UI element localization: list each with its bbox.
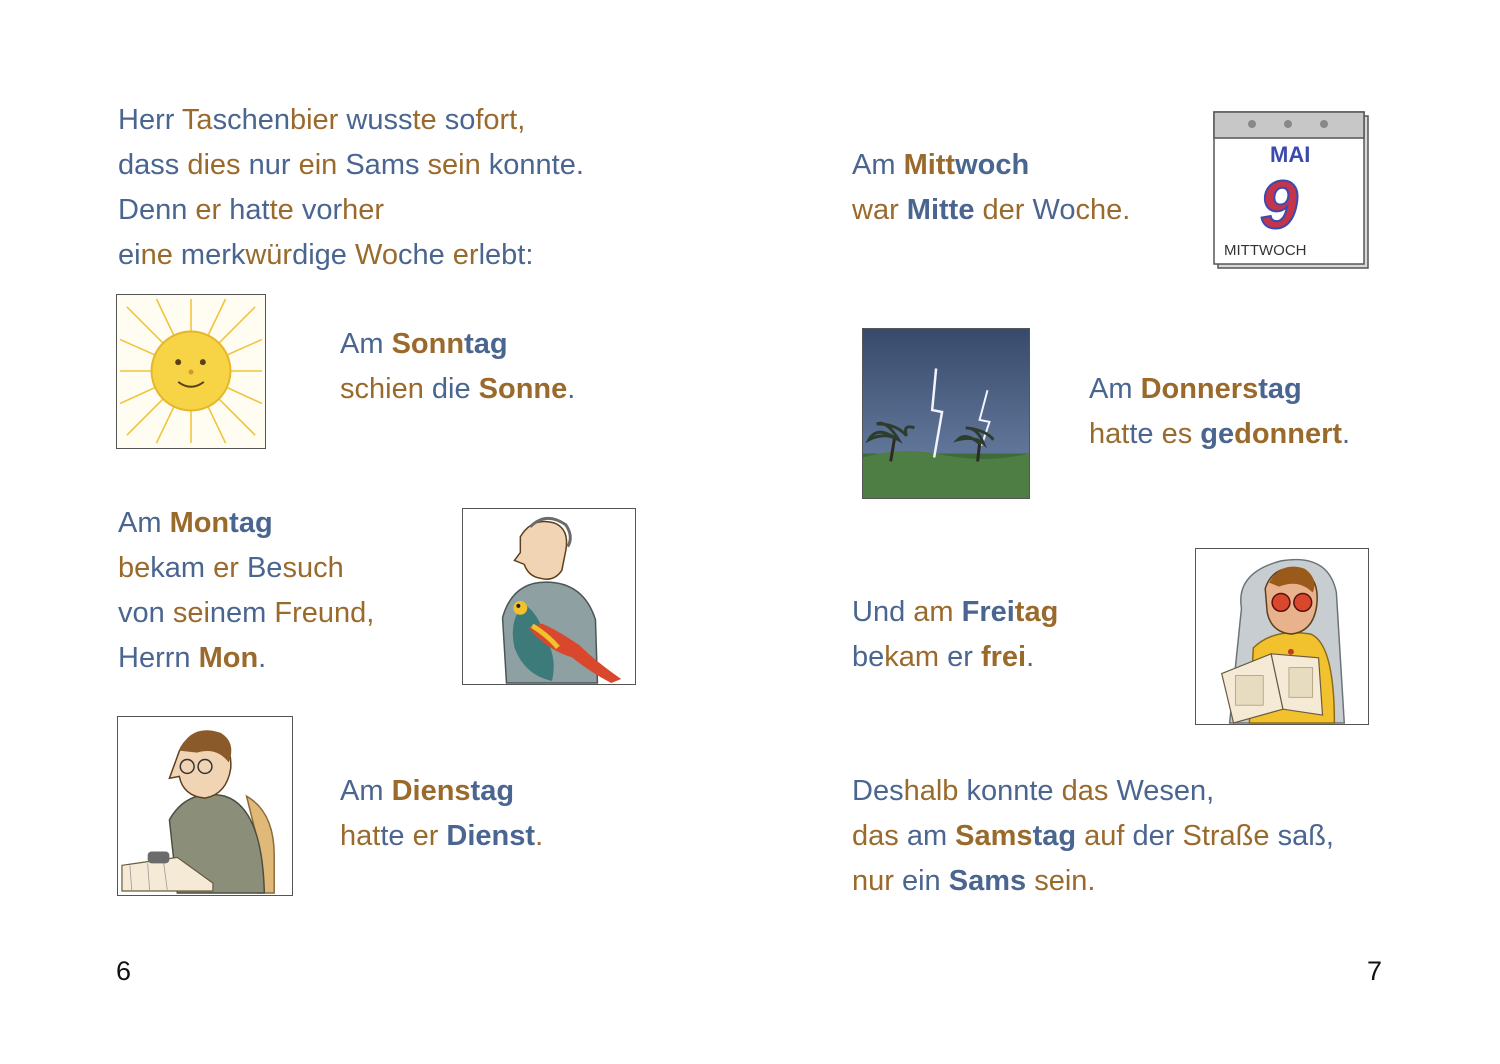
syllable: ne — [140, 239, 181, 271]
syllable: Donners — [1140, 373, 1259, 405]
calendar-month: MAI — [1270, 142, 1311, 167]
text-line — [852, 590, 1058, 635]
sunday-text — [340, 322, 575, 412]
syllable: lebt: — [478, 239, 534, 271]
syllable: Am — [1089, 373, 1141, 405]
syllable: Ta — [181, 104, 213, 136]
syllable: Herrn — [118, 642, 199, 674]
text-line — [340, 814, 543, 859]
man-with-parrot-illustration — [462, 508, 636, 685]
intro-text — [118, 98, 584, 278]
syllable: Mitte — [906, 194, 975, 226]
syllable: Freund, — [274, 597, 375, 629]
syllable: Sams — [948, 865, 1027, 897]
text-line — [118, 98, 584, 143]
syllable: Am — [340, 328, 392, 360]
text-line — [340, 367, 575, 412]
syllable: kam — [150, 552, 214, 584]
syllable: merk — [180, 239, 246, 271]
syllable: Diens — [391, 775, 471, 807]
syllable: . — [567, 373, 576, 405]
syllable: am — [913, 596, 962, 628]
syllable: dies — [187, 149, 249, 181]
syllable: von — [118, 597, 173, 629]
syllable: schien — [340, 373, 432, 405]
text-line — [118, 501, 374, 546]
syllable: war — [852, 194, 907, 226]
text-line — [118, 143, 584, 188]
syllable: Frei — [961, 596, 1015, 628]
syllable: Denn — [118, 194, 196, 226]
syllable: frei — [980, 641, 1027, 673]
conclusion-text — [852, 769, 1334, 904]
page-number-right: 7 — [1367, 956, 1383, 986]
syllable: er — [452, 239, 479, 271]
text-line — [118, 546, 374, 591]
syllable: te — [412, 104, 445, 136]
syllable: bier — [289, 104, 347, 136]
syllable: nem — [209, 597, 275, 629]
syllable: er — [947, 641, 981, 673]
syllable: . — [1026, 641, 1035, 673]
syllable: kam — [884, 641, 948, 673]
text-line — [118, 591, 374, 636]
man-with-sunglasses-illustration — [1195, 548, 1369, 725]
syllable: . — [258, 642, 267, 674]
syllable: ein — [901, 865, 949, 897]
wednesday-text — [852, 143, 1130, 233]
calendar-day: 9 — [1260, 167, 1298, 243]
text-line — [340, 322, 575, 367]
syllable: hat — [1089, 418, 1130, 450]
syllable: nur — [852, 865, 902, 897]
syllable: Wo — [1032, 194, 1076, 226]
syllable: es — [1161, 418, 1201, 450]
syllable: Sonn — [391, 328, 465, 360]
syllable: Mitt — [903, 149, 956, 181]
syllable: Des — [852, 775, 904, 807]
tuesday-text — [340, 769, 543, 859]
syllable: Und — [852, 596, 914, 628]
syllable: das — [852, 820, 907, 852]
syllable: che. — [1075, 194, 1131, 226]
syllable: such — [282, 552, 344, 584]
syllable: hat — [340, 820, 381, 852]
syllable: schen — [212, 104, 290, 136]
text-line — [118, 188, 584, 233]
syllable: Mon — [169, 507, 230, 539]
syllable: . — [1342, 418, 1351, 450]
syllable: . — [535, 820, 544, 852]
text-line — [340, 769, 543, 814]
syllable: wuss — [346, 104, 413, 136]
syllable: sein. — [1026, 865, 1096, 897]
text-line — [852, 859, 1334, 904]
page-number-left: 6 — [116, 956, 132, 986]
syllable: Wesen, — [1116, 775, 1215, 807]
syllable: nur — [248, 149, 299, 181]
syllable: er — [213, 552, 247, 584]
syllable: Wo — [354, 239, 398, 271]
syllable: er — [195, 194, 230, 226]
syllable: halb — [903, 775, 967, 807]
calendar-illustration — [1212, 110, 1374, 274]
syllable: che — [397, 239, 453, 271]
syllable: Sonne — [478, 373, 568, 405]
man-reading-illustration — [117, 716, 293, 896]
syllable: so — [444, 104, 476, 136]
syllable: Am — [340, 775, 392, 807]
syllable: ge — [1200, 418, 1235, 450]
text-line — [1089, 367, 1350, 412]
text-line — [852, 769, 1334, 814]
syllable: Am — [118, 507, 170, 539]
syllable: Straße — [1182, 820, 1278, 852]
text-line — [852, 635, 1058, 680]
syllable: konnte — [966, 775, 1062, 807]
syllable: donnert — [1234, 418, 1343, 450]
text-line — [118, 636, 374, 681]
friday-text — [852, 590, 1058, 680]
syllable: Be — [246, 552, 283, 584]
thursday-text — [1089, 367, 1350, 457]
text-line — [852, 814, 1334, 859]
text-line — [1089, 412, 1350, 457]
syllable: Sams — [345, 149, 428, 181]
syllable: Herr — [118, 104, 182, 136]
syllable: der — [1132, 820, 1183, 852]
syllable: te — [380, 820, 413, 852]
syllable: Dienst — [446, 820, 536, 852]
syllable: be — [118, 552, 151, 584]
text-line — [852, 188, 1130, 233]
syllable: Am — [852, 149, 904, 181]
syllable: fort, — [475, 104, 526, 136]
syllable: sei — [172, 597, 210, 629]
calendar-weekday: MITTWOCH — [1224, 242, 1307, 259]
syllable: Mon — [198, 642, 259, 674]
syllable: dass — [118, 149, 188, 181]
syllable: er — [412, 820, 447, 852]
syllable: woch — [955, 149, 1030, 181]
text-line — [852, 143, 1130, 188]
syllable: her — [342, 194, 385, 226]
syllable: am — [906, 820, 956, 852]
syllable: tag — [1014, 596, 1059, 628]
syllable: hat — [229, 194, 270, 226]
syllable: vor — [301, 194, 343, 226]
syllable: Sams — [955, 820, 1033, 852]
syllable: ein — [298, 149, 346, 181]
syllable: konnte. — [488, 149, 584, 181]
syllable: be — [852, 641, 885, 673]
syllable: wür — [245, 239, 293, 271]
text-line — [118, 233, 584, 278]
syllable: tag — [1032, 820, 1077, 852]
syllable: te — [1129, 418, 1162, 450]
sun-illustration — [116, 294, 266, 449]
syllable: tag — [470, 775, 515, 807]
thunderstorm-illustration — [862, 328, 1030, 499]
syllable: tag — [464, 328, 508, 360]
monday-text — [118, 501, 374, 681]
syllable: sein — [427, 149, 489, 181]
syllable: tag — [229, 507, 273, 539]
syllable: der — [974, 194, 1033, 226]
syllable: dige — [292, 239, 355, 271]
syllable: auf — [1076, 820, 1133, 852]
syllable: ei — [118, 239, 141, 271]
right-page — [750, 0, 1500, 1064]
syllable: tag — [1258, 373, 1302, 405]
syllable: das — [1061, 775, 1117, 807]
syllable: te — [269, 194, 302, 226]
syllable: saß, — [1277, 820, 1334, 852]
syllable: die — [431, 373, 479, 405]
